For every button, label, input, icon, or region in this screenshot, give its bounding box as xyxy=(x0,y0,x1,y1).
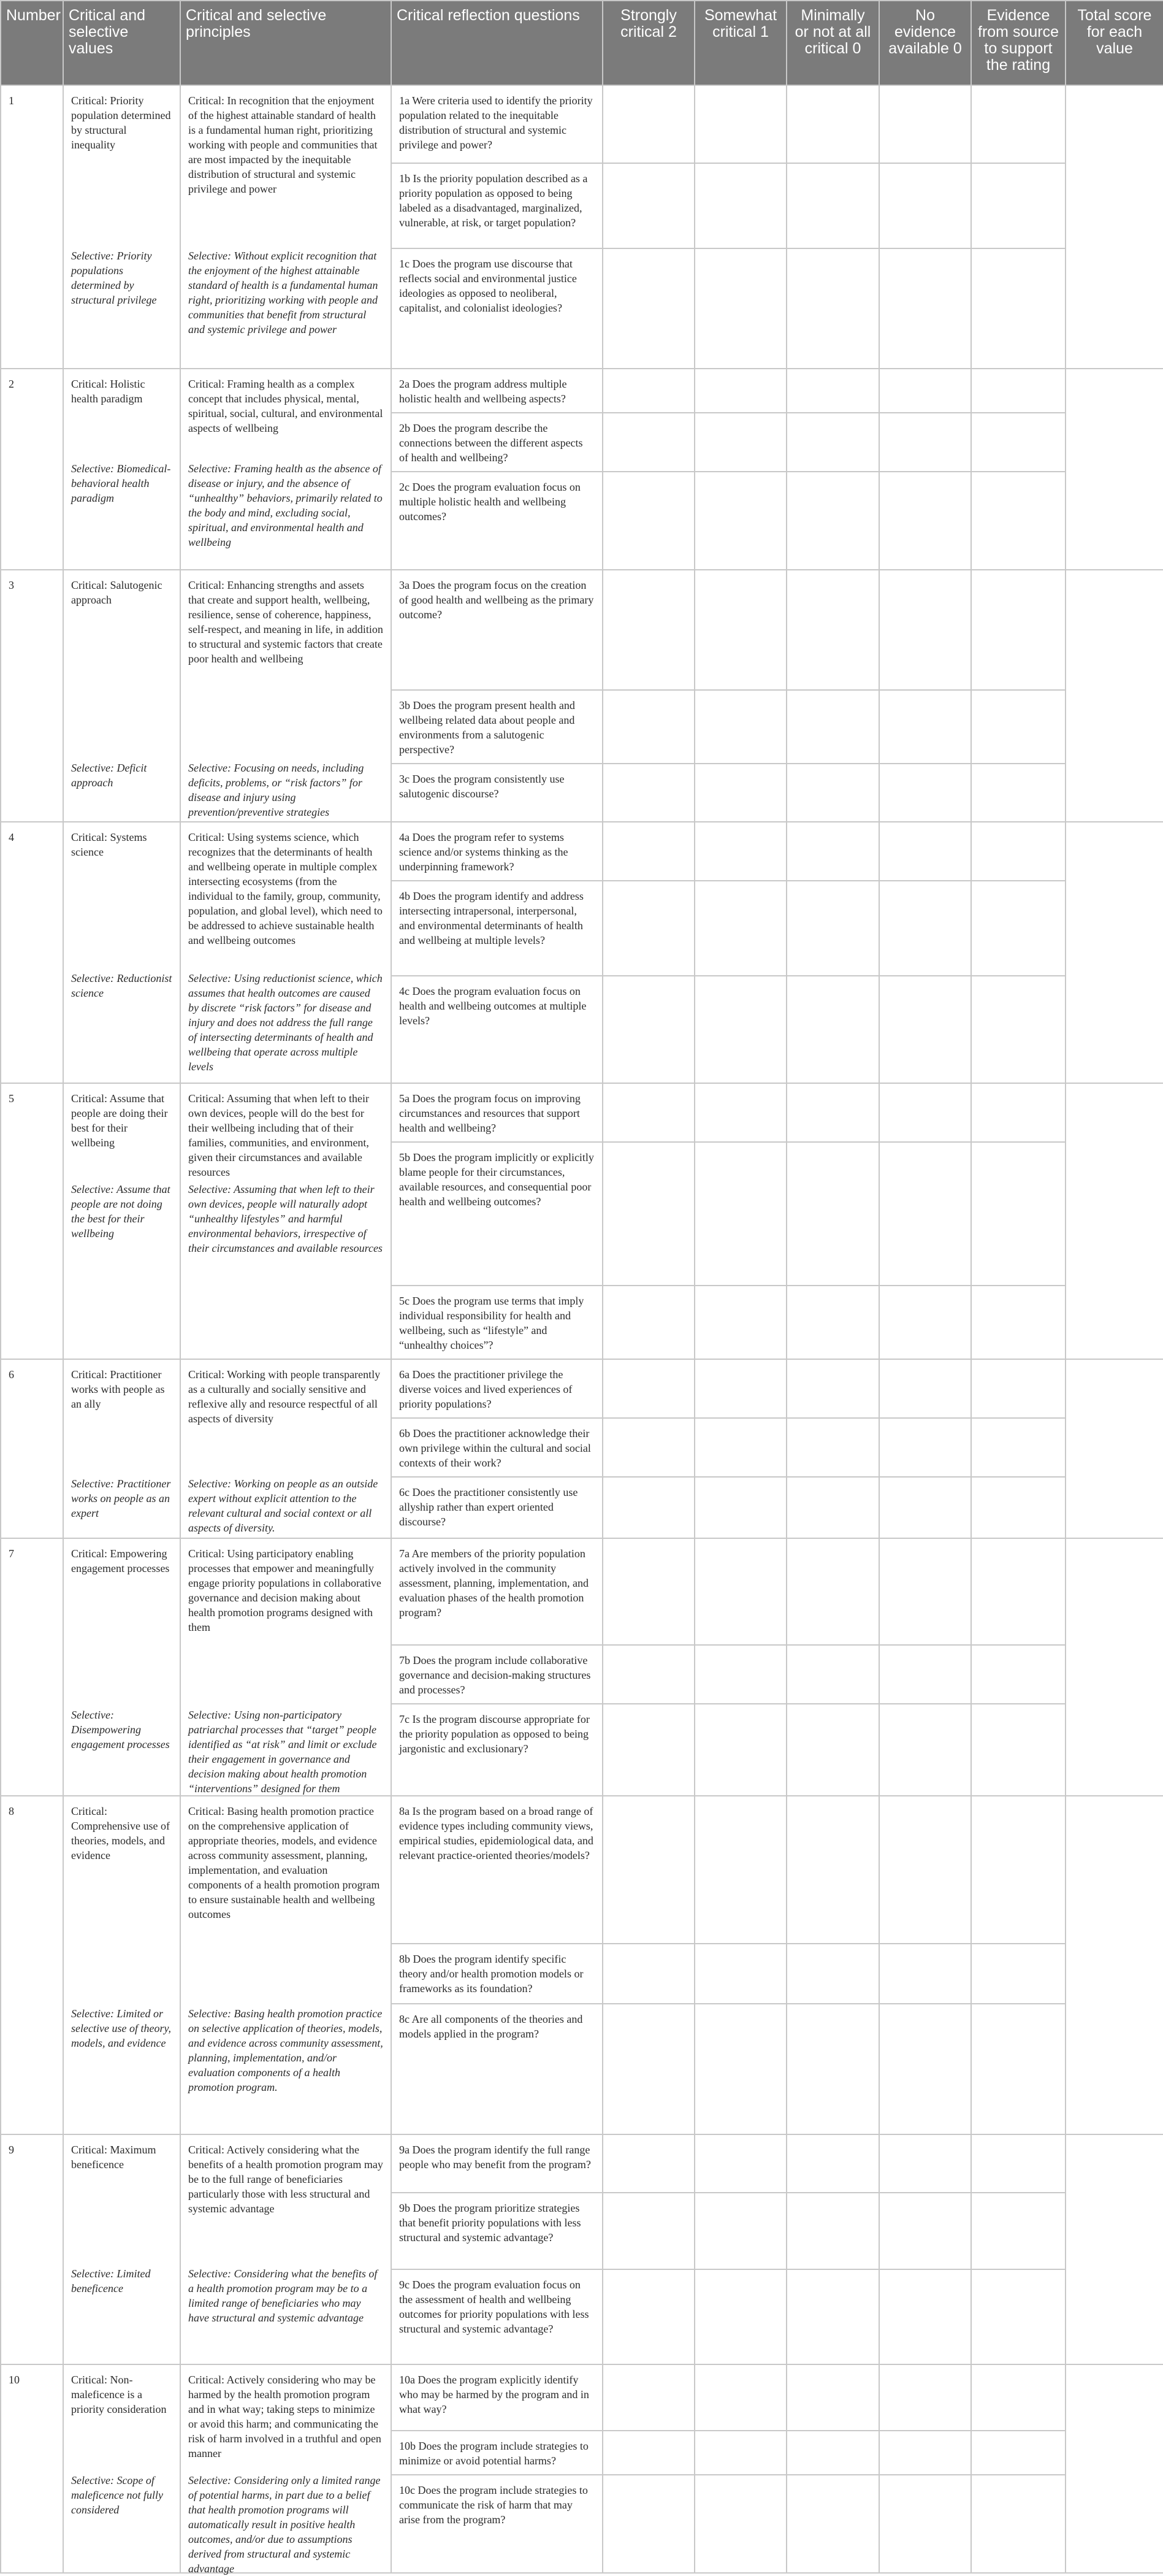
table-row xyxy=(1,570,1163,690)
total-score-cell[interactable] xyxy=(1066,1796,1163,2134)
selective-principle: Selective: Assuming that when left to their own devices, people will naturally adopt “unhealthy lifestyles” and harmful environmental behaviors, irrespective of their circumstances and available resources xyxy=(188,1183,383,1254)
evidence-cell[interactable] xyxy=(971,1142,1066,1286)
no-evidence-cell[interactable] xyxy=(879,2269,971,2364)
critical-principle: Critical: Working with people transparently as a culturally and socially sensitive and reflexive ally and resource respectful of all aspects of diversity xyxy=(188,1368,381,1425)
header-number: Number xyxy=(1,1,63,85)
minimally-critical-cell[interactable] xyxy=(787,690,879,764)
strongly-critical-cell[interactable] xyxy=(603,1645,695,1704)
critical-principle: Critical: Enhancing strengths and assets that create and support health, wellbeing, resilience, sense of coherence, happiness, self-respect, and meaning in life, in addition to structural and systemic factors that create poor health and wellbeing xyxy=(188,579,383,665)
table-row xyxy=(1,822,1163,881)
header-somewhat: Somewhat critical 1 xyxy=(695,1,787,85)
values-cell xyxy=(63,570,180,822)
strongly-critical-cell[interactable] xyxy=(603,1477,695,1538)
critical-principle: Critical: Basing health promotion practice on the comprehensive application of appropriate theories, models, and evidence across community assessment, planning, implementation, and evaluation components of a health promotion program to ensure sustainable health and wellbeing outcomes xyxy=(188,1805,380,1920)
row-number: 4 xyxy=(1,822,63,1083)
strongly-critical-cell[interactable] xyxy=(603,163,695,248)
no-evidence-cell[interactable] xyxy=(879,976,971,1083)
strongly-critical-cell[interactable] xyxy=(603,1359,695,1418)
somewhat-critical-cell[interactable] xyxy=(695,369,787,413)
critical-value: Critical: Comprehensive use of theories, models, and evidence xyxy=(71,1805,170,1861)
evidence-cell[interactable] xyxy=(971,1704,1066,1796)
selective-principle: Selective: Considering only a limited range of potential harms, in part due to a belief that health promotion programs will automatically result in positive health outcomes, and/or due to assumptions derived from structural and systemic advantage xyxy=(188,2474,381,2575)
strongly-critical-cell[interactable] xyxy=(603,2004,695,2134)
table-row xyxy=(1,369,1163,413)
evidence-cell[interactable] xyxy=(971,2193,1066,2269)
no-evidence-cell[interactable] xyxy=(879,1645,971,1704)
strongly-critical-cell[interactable] xyxy=(603,1944,695,2004)
row-number: 8 xyxy=(1,1796,63,2134)
minimally-critical-cell[interactable] xyxy=(787,1477,879,1538)
strongly-critical-cell[interactable] xyxy=(603,881,695,976)
row-number: 5 xyxy=(1,1083,63,1359)
reflection-question: 2a Does the program address multiple holistic health and wellbeing aspects? xyxy=(391,369,603,413)
no-evidence-cell[interactable] xyxy=(879,2431,971,2475)
no-evidence-cell[interactable] xyxy=(879,1286,971,1359)
total-score-cell[interactable] xyxy=(1066,1083,1163,1359)
somewhat-critical-cell[interactable] xyxy=(695,1083,787,1142)
strongly-critical-cell[interactable] xyxy=(603,2431,695,2475)
values-cell xyxy=(63,2134,180,2364)
strongly-critical-cell[interactable] xyxy=(603,690,695,764)
selective-value: Selective: Disempowering engagement processes xyxy=(71,1709,170,1750)
strongly-critical-cell[interactable] xyxy=(603,2193,695,2269)
critical-principle: Critical: Using participatory enabling processes that empower and meaningfully engage priority populations in collaborative governance and decision making about health promotion programs designed with them xyxy=(188,1547,381,1633)
table-row xyxy=(1,2364,1163,2431)
evidence-cell[interactable] xyxy=(971,2364,1066,2431)
reflection-question: 9c Does the program evaluation focus on the assessment of health and wellbeing outcomes for priority populations with less structural and systemic advantage? xyxy=(391,2269,603,2364)
row-number: 2 xyxy=(1,369,63,570)
evidence-cell[interactable] xyxy=(971,2269,1066,2364)
evidence-cell[interactable] xyxy=(971,976,1066,1083)
strongly-critical-cell[interactable] xyxy=(603,85,695,163)
evidence-cell[interactable] xyxy=(971,2475,1066,2573)
selective-principle: Selective: Framing health as the absence of disease or injury, and the absence of “unhealthy” behaviors, primarily related to the body and mind, excluding social, spiritual, and environmental health and wellbeing xyxy=(188,462,383,548)
principles-cell xyxy=(180,369,391,570)
reflection-question: 1a Were criteria used to identify the priority population related to the inequitable distribution of structural and systemic privilege and power? xyxy=(391,85,603,163)
somewhat-critical-cell[interactable] xyxy=(695,1418,787,1477)
no-evidence-cell[interactable] xyxy=(879,369,971,413)
table-row xyxy=(1,1359,1163,1418)
somewhat-critical-cell[interactable] xyxy=(695,1944,787,2004)
reflection-question: 5b Does the program implicitly or explicitly blame people for their circumstances, available resources, and consequential poor health and wellbeing outcomes? xyxy=(391,1142,603,1286)
evidence-cell[interactable] xyxy=(971,1796,1066,1944)
no-evidence-cell[interactable] xyxy=(879,1477,971,1538)
critical-value: Critical: Systems science xyxy=(71,831,147,858)
selective-value: Selective: Practitioner works on people as an expert xyxy=(71,1478,171,1519)
somewhat-critical-cell[interactable] xyxy=(695,2475,787,2573)
reflection-question: 3b Does the program present health and wellbeing related data about people and environments from a salutogenic perspective? xyxy=(391,690,603,764)
principles-cell xyxy=(180,1796,391,2134)
total-score-cell[interactable] xyxy=(1066,369,1163,570)
strongly-critical-cell[interactable] xyxy=(603,822,695,881)
reflection-question: 4a Does the program refer to systems science and/or systems thinking as the underpinning framework? xyxy=(391,822,603,881)
values-cell xyxy=(63,1796,180,2134)
minimally-critical-cell[interactable] xyxy=(787,248,879,369)
principles-cell xyxy=(180,1083,391,1359)
minimally-critical-cell[interactable] xyxy=(787,2269,879,2364)
somewhat-critical-cell[interactable] xyxy=(695,2364,787,2431)
evidence-cell[interactable] xyxy=(971,248,1066,369)
no-evidence-cell[interactable] xyxy=(879,472,971,570)
minimally-critical-cell[interactable] xyxy=(787,369,879,413)
reflection-question: 10c Does the program include strategies to communicate the risk of harm that may arise from the program? xyxy=(391,2475,603,2573)
somewhat-critical-cell[interactable] xyxy=(695,472,787,570)
header-total: Total score for each value xyxy=(1066,1,1163,85)
somewhat-critical-cell[interactable] xyxy=(695,570,787,690)
no-evidence-cell[interactable] xyxy=(879,2004,971,2134)
reflection-question: 4b Does the program identify and address intersecting intrapersonal, interpersonal, and environmental determinants of health and wellbeing at multiple levels? xyxy=(391,881,603,976)
evidence-cell[interactable] xyxy=(971,690,1066,764)
strongly-critical-cell[interactable] xyxy=(603,369,695,413)
evidence-cell[interactable] xyxy=(971,881,1066,976)
evidence-cell[interactable] xyxy=(971,1645,1066,1704)
strongly-critical-cell[interactable] xyxy=(603,1704,695,1796)
no-evidence-cell[interactable] xyxy=(879,248,971,369)
principles-cell xyxy=(180,1538,391,1796)
critical-value: Critical: Priority population determined by structural inequality xyxy=(71,94,171,151)
total-score-cell[interactable] xyxy=(1066,2134,1163,2364)
minimally-critical-cell[interactable] xyxy=(787,2004,879,2134)
reflection-question: 3c Does the program consistently use salutogenic discourse? xyxy=(391,764,603,822)
strongly-critical-cell[interactable] xyxy=(603,2134,695,2193)
no-evidence-cell[interactable] xyxy=(879,2475,971,2573)
minimally-critical-cell[interactable] xyxy=(787,85,879,163)
strongly-critical-cell[interactable] xyxy=(603,2269,695,2364)
somewhat-critical-cell[interactable] xyxy=(695,2134,787,2193)
row-number: 9 xyxy=(1,2134,63,2364)
no-evidence-cell[interactable] xyxy=(879,2364,971,2431)
evidence-cell[interactable] xyxy=(971,85,1066,163)
header-row xyxy=(1,1,1163,85)
reflection-question: 2c Does the program evaluation focus on multiple holistic health and wellbeing outcomes? xyxy=(391,472,603,570)
somewhat-critical-cell[interactable] xyxy=(695,881,787,976)
total-score-cell[interactable] xyxy=(1066,85,1163,369)
selective-principle: Selective: Without explicit recognition that the enjoyment of the highest attainable standard of health is a fundamental human right, prioritizing working with people and communities that benefit from structural and systemic privilege and power xyxy=(188,250,378,335)
total-score-cell[interactable] xyxy=(1066,1538,1163,1796)
somewhat-critical-cell[interactable] xyxy=(695,1477,787,1538)
selective-principle: Selective: Considering what the benefits of a health promotion program may be to a limited range of beneficiaries who may have structural and systemic advantage xyxy=(188,2267,378,2324)
no-evidence-cell[interactable] xyxy=(879,1538,971,1645)
strongly-critical-cell[interactable] xyxy=(603,976,695,1083)
somewhat-critical-cell[interactable] xyxy=(695,764,787,822)
values-cell xyxy=(63,369,180,570)
evidence-cell[interactable] xyxy=(971,822,1066,881)
table-row xyxy=(1,1796,1163,1944)
selective-value: Selective: Reductionist science xyxy=(71,972,172,999)
minimally-critical-cell[interactable] xyxy=(787,163,879,248)
total-score-cell[interactable] xyxy=(1066,2364,1163,2573)
evidence-cell[interactable] xyxy=(971,413,1066,472)
minimally-critical-cell[interactable] xyxy=(787,1796,879,1944)
minimally-critical-cell[interactable] xyxy=(787,1083,879,1142)
critical-value: Critical: Maximum beneficence xyxy=(71,2144,156,2171)
no-evidence-cell[interactable] xyxy=(879,570,971,690)
strongly-critical-cell[interactable] xyxy=(603,472,695,570)
reflection-question: 5a Does the program focus on improving circumstances and resources that support health and wellbeing? xyxy=(391,1083,603,1142)
no-evidence-cell[interactable] xyxy=(879,1418,971,1477)
somewhat-critical-cell[interactable] xyxy=(695,85,787,163)
critical-value: Critical: Salutogenic approach xyxy=(71,579,162,606)
reflection-question: 4c Does the program evaluation focus on health and wellbeing outcomes at multiple levels? xyxy=(391,976,603,1083)
somewhat-critical-cell[interactable] xyxy=(695,822,787,881)
somewhat-critical-cell[interactable] xyxy=(695,2193,787,2269)
minimally-critical-cell[interactable] xyxy=(787,2193,879,2269)
no-evidence-cell[interactable] xyxy=(879,764,971,822)
evidence-cell[interactable] xyxy=(971,163,1066,248)
values-cell xyxy=(63,1083,180,1359)
principles-cell xyxy=(180,2134,391,2364)
minimally-critical-cell[interactable] xyxy=(787,1418,879,1477)
critical-principle: Critical: Actively considering what the benefits of a health promotion program may be to the full range of beneficiaries particularly those with less structural and systemic advantage xyxy=(188,2144,383,2215)
somewhat-critical-cell[interactable] xyxy=(695,1142,787,1286)
selective-principle: Selective: Using non-participatory patriarchal processes that “target” people identified as “at risk” and limit or exclude their engagement in governance and decision making about health promotion “interventions” designed for them xyxy=(188,1709,377,1795)
reflection-question: 7c Is the program discourse appropriate for the priority population as opposed to being jargonistic and exclusionary? xyxy=(391,1704,603,1796)
reflection-question: 10b Does the program include strategies to minimize or avoid potential harms? xyxy=(391,2431,603,2475)
principles-cell xyxy=(180,570,391,822)
minimally-critical-cell[interactable] xyxy=(787,413,879,472)
reflection-question: 6a Does the practitioner privilege the diverse voices and lived experiences of priority populations? xyxy=(391,1359,603,1418)
table-row xyxy=(1,2134,1163,2193)
strongly-critical-cell[interactable] xyxy=(603,1538,695,1645)
reflection-question: 6c Does the practitioner consistently use allyship rather than expert oriented discourse? xyxy=(391,1477,603,1538)
header-no-evidence: No evidence available 0 xyxy=(879,1,971,85)
reflection-question: 8c Are all components of the theories and models applied in the program? xyxy=(391,2004,603,2134)
values-cell xyxy=(63,2364,180,2573)
no-evidence-cell[interactable] xyxy=(879,822,971,881)
strongly-critical-cell[interactable] xyxy=(603,1083,695,1142)
minimally-critical-cell[interactable] xyxy=(787,1142,879,1286)
row-number: 7 xyxy=(1,1538,63,1796)
reflection-question: 1c Does the program use discourse that reflects social and environmental justice ideologies as opposed to neoliberal, capitalist, and colonialist ideologies? xyxy=(391,248,603,369)
header-evidence: Evidence from source to support the rating xyxy=(971,1,1066,85)
no-evidence-cell[interactable] xyxy=(879,1796,971,1944)
principles-cell xyxy=(180,822,391,1083)
critical-value: Critical: Non-maleficence is a priority consideration xyxy=(71,2374,167,2415)
reflection-question: 10a Does the program explicitly identify who may be harmed by the program and in what way? xyxy=(391,2364,603,2431)
selective-value: Selective: Assume that people are not doing the best for their wellbeing xyxy=(71,1183,170,1240)
no-evidence-cell[interactable] xyxy=(879,1359,971,1418)
row-number: 6 xyxy=(1,1359,63,1538)
header-minimally: Minimally or not at all critical 0 xyxy=(787,1,879,85)
table-row xyxy=(1,1083,1163,1142)
minimally-critical-cell[interactable] xyxy=(787,1704,879,1796)
reflection-question: 5c Does the program use terms that imply individual responsibility for health and wellbeing, such as “lifestyle” and “unhealthy choices”? xyxy=(391,1286,603,1359)
somewhat-critical-cell[interactable] xyxy=(695,976,787,1083)
principles-cell xyxy=(180,85,391,369)
principles-cell xyxy=(180,2364,391,2573)
total-score-cell[interactable] xyxy=(1066,570,1163,822)
reflection-question: 8a Is the program based on a broad range of evidence types including community views, empirical studies, epidemiological data, and relevant practice-oriented theories/models? xyxy=(391,1796,603,1944)
selective-principle: Selective: Basing health promotion practice on selective application of theories, models, and evidence across community assessment, planning, implementation, and/or evaluation components of a health promotion program. xyxy=(188,2007,383,2093)
somewhat-critical-cell[interactable] xyxy=(695,1359,787,1418)
strongly-critical-cell[interactable] xyxy=(603,2364,695,2431)
evidence-cell[interactable] xyxy=(971,1538,1066,1645)
reflection-question: 8b Does the program identify specific theory and/or health promotion models or frameworks as its foundation? xyxy=(391,1944,603,2004)
total-score-cell[interactable] xyxy=(1066,1359,1163,1538)
no-evidence-cell[interactable] xyxy=(879,1142,971,1286)
critical-value: Critical: Holistic health paradigm xyxy=(71,378,145,405)
values-cell xyxy=(63,822,180,1083)
critical-value: Critical: Empowering engagement processes xyxy=(71,1547,170,1574)
row-number: 10 xyxy=(1,2364,63,2573)
reflection-question: 1b Is the priority population described as a priority population as opposed to being labeled as a disadvantaged, marginalized, vulnerable, at risk, or target population? xyxy=(391,163,603,248)
header-values: Critical and selective values xyxy=(63,1,180,85)
no-evidence-cell[interactable] xyxy=(879,1704,971,1796)
table-row xyxy=(1,85,1163,163)
strongly-critical-cell[interactable] xyxy=(603,2475,695,2573)
no-evidence-cell[interactable] xyxy=(879,2134,971,2193)
evidence-cell[interactable] xyxy=(971,764,1066,822)
critical-principle: Critical: In recognition that the enjoyment of the highest attainable standard of health is a fundamental human right, prioritizing working with people and communities that are most impacted by the inequitable distribution of structural and systemic privilege and power xyxy=(188,94,378,195)
critical-value: Critical: Practitioner works with people as an ally xyxy=(71,1368,165,1410)
header-questions: Critical reflection questions xyxy=(391,1,603,85)
selective-value: Selective: Limited or selective use of theory, models, and evidence xyxy=(71,2007,171,2049)
selective-value: Selective: Biomedical-behavioral health paradigm xyxy=(71,462,171,504)
minimally-critical-cell[interactable] xyxy=(787,570,879,690)
minimally-critical-cell[interactable] xyxy=(787,1359,879,1418)
selective-value: Selective: Deficit approach xyxy=(71,762,147,789)
header-principles: Critical and selective principles xyxy=(180,1,391,85)
minimally-critical-cell[interactable] xyxy=(787,472,879,570)
minimally-critical-cell[interactable] xyxy=(787,881,879,976)
evidence-cell[interactable] xyxy=(971,1477,1066,1538)
reflection-question: 7a Are members of the priority population actively involved in the community assessment, planning, implementation, and evaluation phases of the health promotion program? xyxy=(391,1538,603,1645)
evidence-cell[interactable] xyxy=(971,2134,1066,2193)
selective-value: Selective: Scope of maleficence not fully considered xyxy=(71,2474,163,2516)
minimally-critical-cell[interactable] xyxy=(787,2364,879,2431)
somewhat-critical-cell[interactable] xyxy=(695,163,787,248)
no-evidence-cell[interactable] xyxy=(879,1944,971,2004)
selective-principle: Selective: Focusing on needs, including deficits, problems, or “risk factors” for disease and injury using prevention/preventive strategies xyxy=(188,762,364,818)
no-evidence-cell[interactable] xyxy=(879,163,971,248)
somewhat-critical-cell[interactable] xyxy=(695,413,787,472)
somewhat-critical-cell[interactable] xyxy=(695,1645,787,1704)
values-cell xyxy=(63,1538,180,1796)
somewhat-critical-cell[interactable] xyxy=(695,1286,787,1359)
strongly-critical-cell[interactable] xyxy=(603,248,695,369)
critical-principle: Critical: Actively considering who may be harmed by the health promotion program and in what way; taking steps to minimize or avoid this harm; and communicating the risk of harm involved in a truthful and open manner xyxy=(188,2374,381,2459)
row-number: 1 xyxy=(1,85,63,369)
row-number: 3 xyxy=(1,570,63,822)
no-evidence-cell[interactable] xyxy=(879,2193,971,2269)
principles-cell xyxy=(180,1359,391,1538)
evidence-cell[interactable] xyxy=(971,2004,1066,2134)
no-evidence-cell[interactable] xyxy=(879,413,971,472)
evidence-cell[interactable] xyxy=(971,1286,1066,1359)
values-cell xyxy=(63,1359,180,1538)
no-evidence-cell[interactable] xyxy=(879,690,971,764)
reflection-question: 9a Does the program identify the full range people who may benefit from the program? xyxy=(391,2134,603,2193)
selective-value: Selective: Priority populations determined by structural privilege xyxy=(71,250,157,306)
evidence-cell[interactable] xyxy=(971,1359,1066,1418)
selective-value: Selective: Limited beneficence xyxy=(71,2267,151,2294)
minimally-critical-cell[interactable] xyxy=(787,1645,879,1704)
evidence-cell[interactable] xyxy=(971,2431,1066,2475)
somewhat-critical-cell[interactable] xyxy=(695,2431,787,2475)
reflection-question: 6b Does the practitioner acknowledge their own privilege within the cultural and social contexts of their work? xyxy=(391,1418,603,1477)
reflection-question: 2b Does the program describe the connections between the different aspects of health and wellbeing? xyxy=(391,413,603,472)
critical-value: Critical: Assume that people are doing their best for their wellbeing xyxy=(71,1092,168,1149)
minimally-critical-cell[interactable] xyxy=(787,976,879,1083)
minimally-critical-cell[interactable] xyxy=(787,1944,879,2004)
evidence-cell[interactable] xyxy=(971,369,1066,413)
critical-principle: Critical: Using systems science, which recognizes that the determinants of health and wellbeing operate in multiple complex intersecting ecosystems (from the individual to the family, group, community, population, and global level), which need to be addressed to achieve sustainable health and wellbeing outcomes xyxy=(188,831,383,946)
minimally-critical-cell[interactable] xyxy=(787,2475,879,2573)
minimally-critical-cell[interactable] xyxy=(787,822,879,881)
somewhat-critical-cell[interactable] xyxy=(695,2004,787,2134)
no-evidence-cell[interactable] xyxy=(879,1083,971,1142)
strongly-critical-cell[interactable] xyxy=(603,1142,695,1286)
evidence-cell[interactable] xyxy=(971,1083,1066,1142)
no-evidence-cell[interactable] xyxy=(879,881,971,976)
selective-principle: Selective: Using reductionist science, which assumes that health outcomes are caused by discrete “risk factors” for disease and injury and does not address the full range of intersecting determinants of health and wellbeing that operate across multiple levels xyxy=(188,972,383,1073)
minimally-critical-cell[interactable] xyxy=(787,764,879,822)
strongly-critical-cell[interactable] xyxy=(603,1418,695,1477)
strongly-critical-cell[interactable] xyxy=(603,570,695,690)
total-score-cell[interactable] xyxy=(1066,822,1163,1083)
minimally-critical-cell[interactable] xyxy=(787,1538,879,1645)
strongly-critical-cell[interactable] xyxy=(603,1286,695,1359)
evidence-cell[interactable] xyxy=(971,1944,1066,2004)
somewhat-critical-cell[interactable] xyxy=(695,690,787,764)
critical-principle: Critical: Assuming that when left to their own devices, people will do the best for their wellbeing including that of their families, communities, and environment, given their circumstances and available resources xyxy=(188,1092,369,1178)
evidence-cell[interactable] xyxy=(971,1418,1066,1477)
header-strongly: Strongly critical 2 xyxy=(603,1,695,85)
critical-principle: Critical: Framing health as a complex concept that includes physical, mental, spiritual, social, cultural, and environmental aspects of wellbeing xyxy=(188,378,383,434)
somewhat-critical-cell[interactable] xyxy=(695,1704,787,1796)
values-cell xyxy=(63,85,180,369)
strongly-critical-cell[interactable] xyxy=(603,1796,695,1944)
minimally-critical-cell[interactable] xyxy=(787,2431,879,2475)
reflection-question: 7b Does the program include collaborative governance and decision-making structures and processes? xyxy=(391,1645,603,1704)
reflection-question: 3a Does the program focus on the creation of good health and wellbeing as the primary outcome? xyxy=(391,570,603,690)
selective-principle: Selective: Working on people as an outside expert without explicit attention to the relevant cultural and social context or all aspects of diversity. xyxy=(188,1478,378,1534)
evidence-cell[interactable] xyxy=(971,570,1066,690)
strongly-critical-cell[interactable] xyxy=(603,764,695,822)
minimally-critical-cell[interactable] xyxy=(787,2134,879,2193)
somewhat-critical-cell[interactable] xyxy=(695,248,787,369)
minimally-critical-cell[interactable] xyxy=(787,1286,879,1359)
evidence-cell[interactable] xyxy=(971,472,1066,570)
reflection-question: 9b Does the program prioritize strategies that benefit priority populations with less structural and systemic advantage? xyxy=(391,2193,603,2269)
no-evidence-cell[interactable] xyxy=(879,85,971,163)
somewhat-critical-cell[interactable] xyxy=(695,1538,787,1645)
somewhat-critical-cell[interactable] xyxy=(695,2269,787,2364)
somewhat-critical-cell[interactable] xyxy=(695,1796,787,1944)
table-row xyxy=(1,1538,1163,1645)
strongly-critical-cell[interactable] xyxy=(603,413,695,472)
